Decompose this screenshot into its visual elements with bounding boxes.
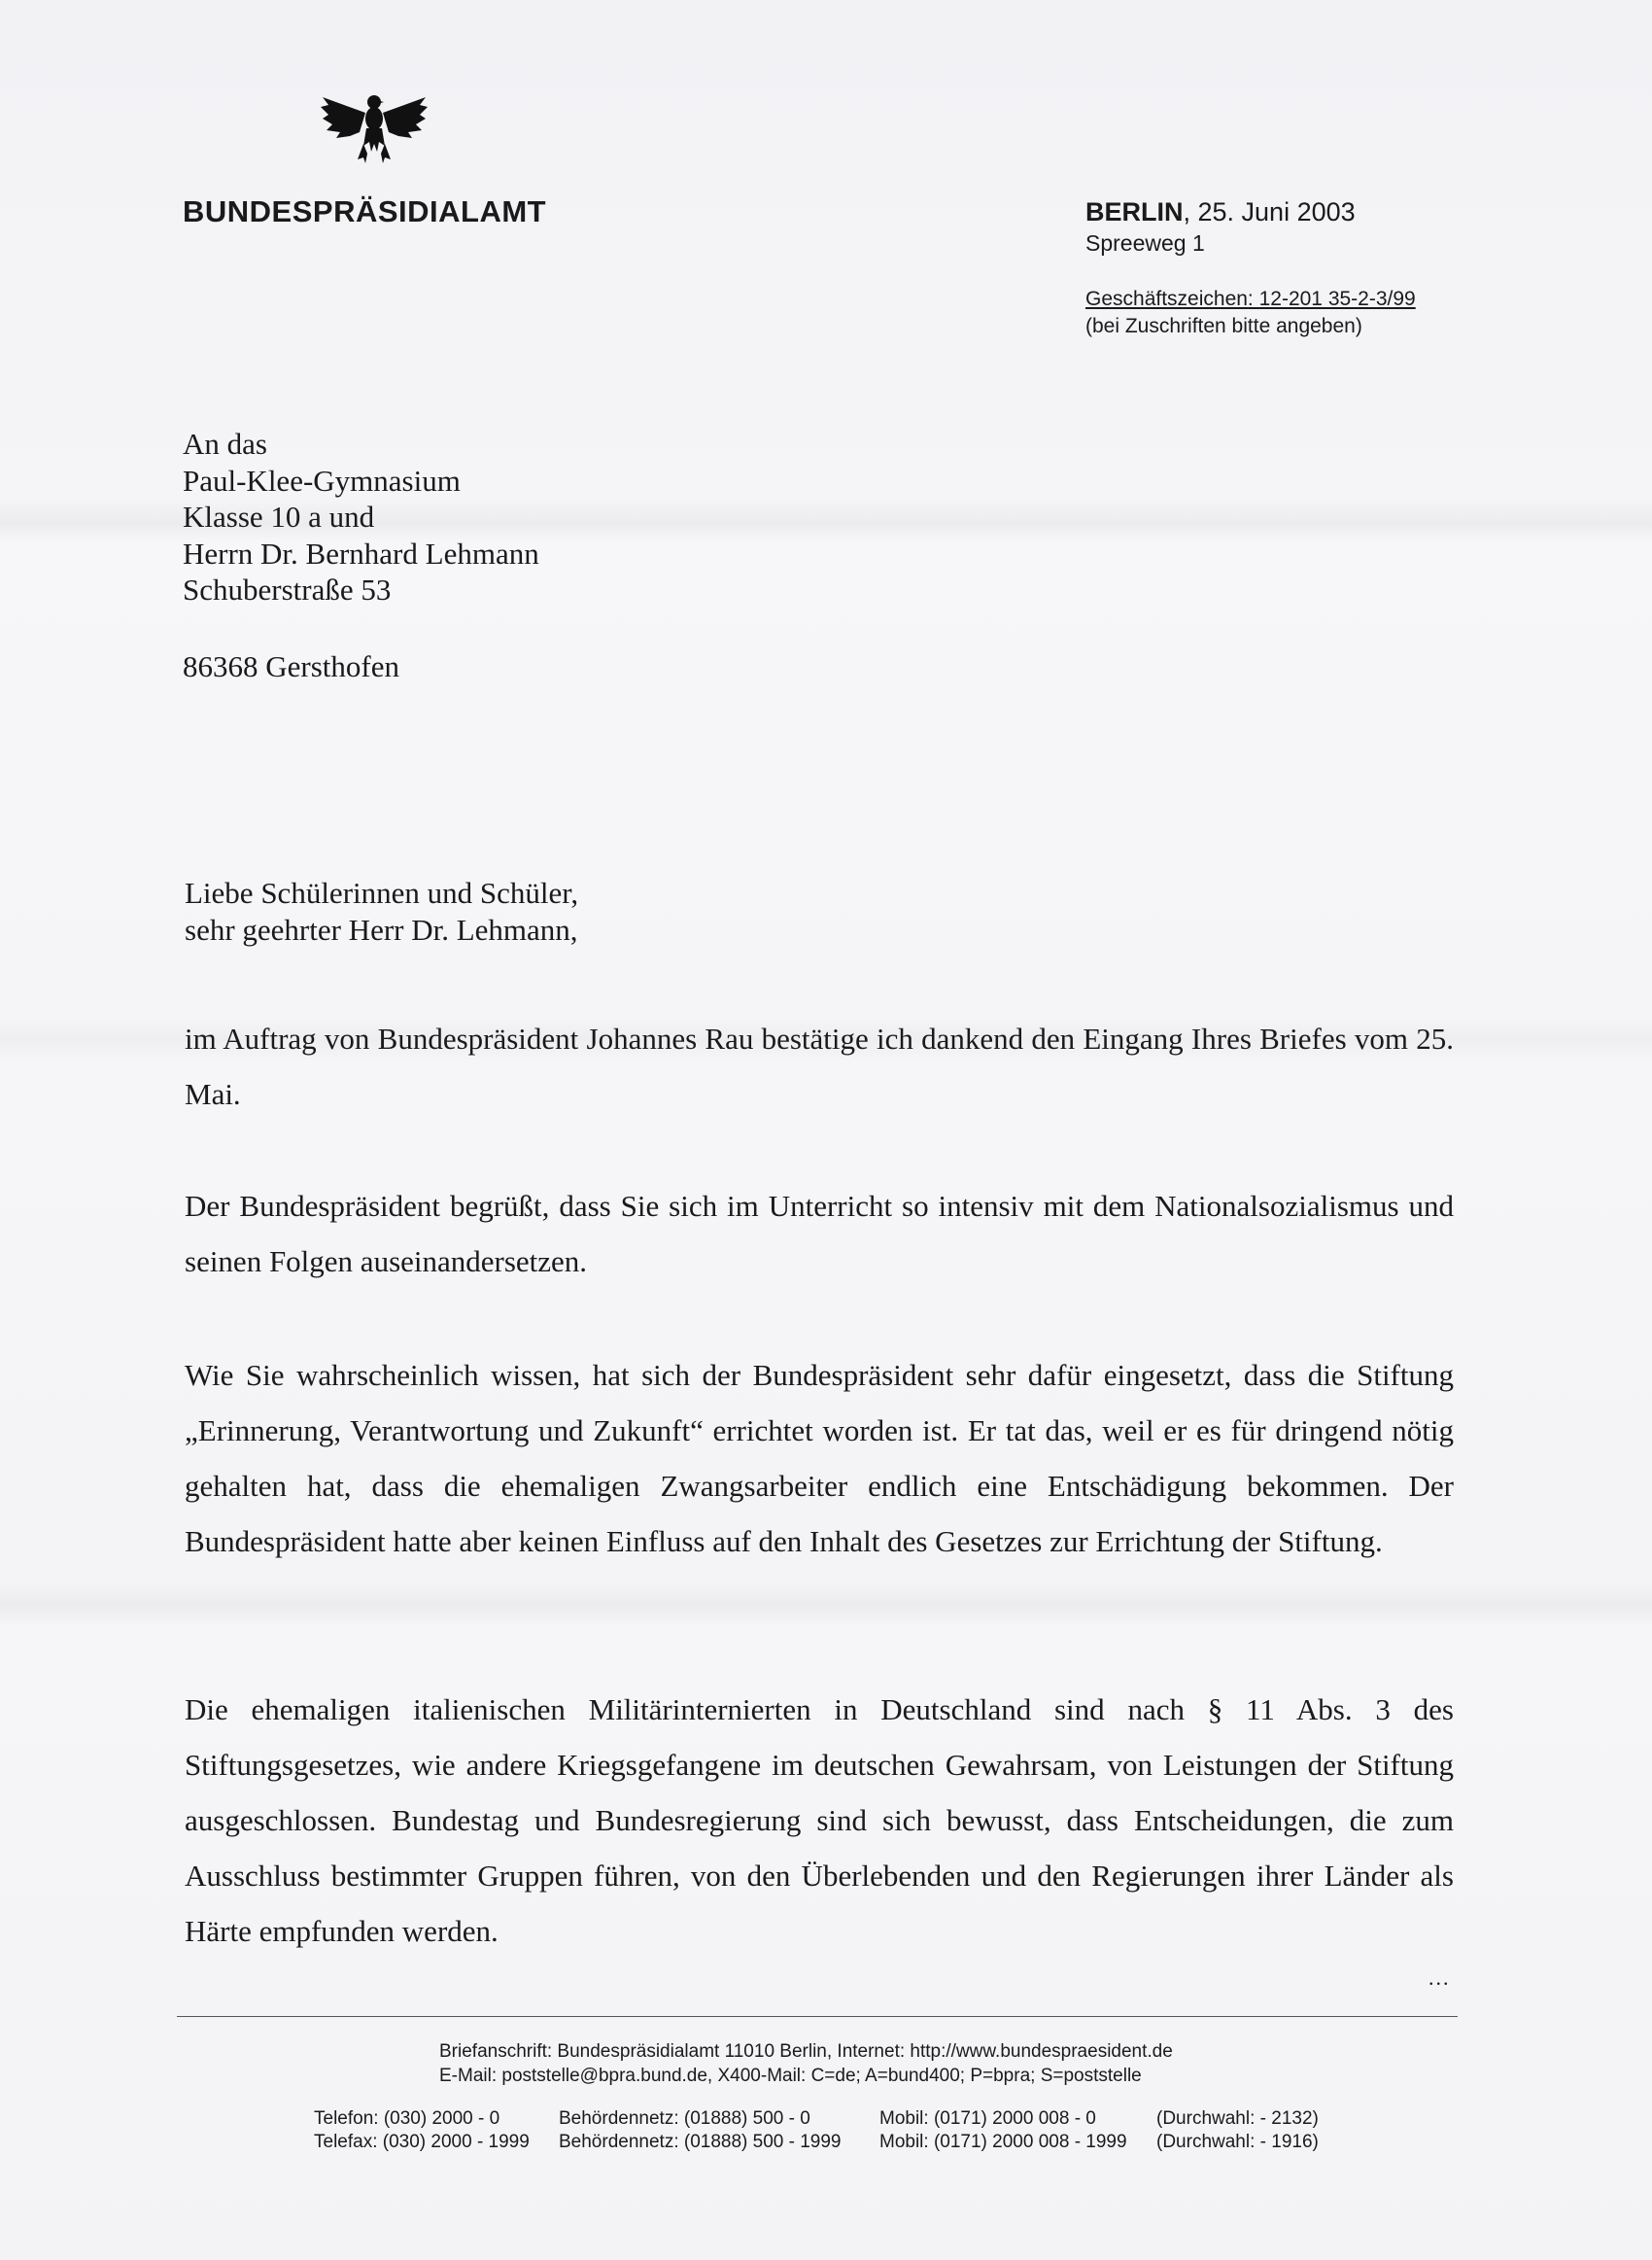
city: BERLIN bbox=[1085, 197, 1184, 226]
salutation-line: Liebe Schülerinnen und Schüler, bbox=[185, 876, 579, 910]
address-line: Herrn Dr. Bernhard Lehmann bbox=[183, 536, 539, 571]
salutation-line: sehr geehrter Herr Dr. Lehmann, bbox=[185, 913, 578, 947]
paragraph-2: Der Bundespräsident begrüßt, dass Sie sich im Unterricht so intensiv mit dem Nationalsozialismus und seinen Folgen auseinandersetzen. bbox=[185, 1189, 1454, 1278]
recipient-address bbox=[183, 426, 539, 608]
organization-name: BUNDESPRÄSIDIALAMT bbox=[183, 194, 547, 228]
federal-eagle-icon bbox=[321, 89, 428, 169]
durchwahl: (Durchwahl: - 1916) bbox=[1156, 2132, 1319, 2152]
behoerdennetz: Behördennetz: (01888) 500 - 0 bbox=[559, 2108, 810, 2129]
continuation-marker: ... bbox=[1428, 1965, 1451, 1990]
address-line: An das bbox=[183, 427, 267, 461]
letter-date: , 25. Juni 2003 bbox=[1183, 197, 1356, 226]
footer-phone-row bbox=[314, 2107, 1319, 2131]
footer-phone-table bbox=[314, 2107, 1319, 2154]
paragraph-1: im Auftrag von Bundespräsident Johannes Rau bestätige ich dankend den Eingang Ihres Briefes vom 25. Mai. bbox=[185, 1022, 1454, 1111]
date-block bbox=[1085, 196, 1356, 259]
address-line: Paul-Klee-Gymnasium bbox=[183, 463, 461, 498]
reference-note: (bei Zuschriften bitte angeben) bbox=[1085, 315, 1362, 337]
footer-divider bbox=[177, 2016, 1458, 2017]
salutation bbox=[185, 875, 578, 949]
mobil: Mobil: (0171) 2000 008 - 1999 bbox=[879, 2132, 1127, 2152]
durchwahl: (Durchwahl: - 2132) bbox=[1156, 2108, 1319, 2129]
footer-email-line: E-Mail: poststelle@bpra.bund.de, X400-Mail: C=de; A=bund400; P=bpra; S=poststelle bbox=[439, 2066, 1142, 2086]
paragraph-4: Die ehemaligen italienischen Militärinternierten in Deutschland sind nach § 11 Abs. 3 des Stiftungsgesetzes, wie andere Kriegsgefangene im deutschen Gewahrsam, von Leistungen der Stiftung ausgeschlossen. Bundestag und Bundesregierung sind sich bewusst, dass Entscheidungen, die zum Ausschluss bestimmter Gruppen führen, von den Überlebenden und den Regierungen ihrer Länder als Härte empfunden werden. bbox=[185, 1692, 1454, 1948]
telefon: Telefon: (030) 2000 - 0 bbox=[314, 2108, 500, 2129]
address-line: Schuberstraße 53 bbox=[183, 573, 392, 607]
paragraph-3: Wie Sie wahrscheinlich wissen, hat sich der Bundespräsident sehr dafür eingesetzt, dass die Stiftung „Erinnerung, Verantwortung und Zukunft“ errichtet worden ist. Er tat das, weil er es für dringend nötig gehalten hat, dass die ehemaligen Zwangsarbeiter endlich eine Entschädigung bekommen. Der Bundespräsident hatte aber keinen Einfluss auf den Inhalt des Gesetzes zur Errichtung der Stiftung. bbox=[185, 1358, 1454, 1558]
footer-address-line: Briefanschrift: Bundespräsidialamt 11010 Berlin, Internet: http://www.bundespraesident.de bbox=[439, 2041, 1173, 2062]
footer-fax-row bbox=[314, 2131, 1319, 2154]
behoerdennetz: Behördennetz: (01888) 500 - 1999 bbox=[559, 2132, 842, 2152]
address-line: Klasse 10 a und bbox=[183, 500, 375, 534]
sender-street: Spreeweg 1 bbox=[1085, 230, 1205, 256]
reference-block bbox=[1085, 286, 1416, 340]
recipient-zip-city: 86368 Gersthofen bbox=[183, 649, 399, 683]
reference-number: Geschäftszeichen: 12-201 35-2-3/99 bbox=[1085, 288, 1416, 310]
telefax: Telefax: (030) 2000 - 1999 bbox=[314, 2132, 530, 2152]
footer-contact bbox=[439, 2039, 1173, 2088]
mobil: Mobil: (0171) 2000 008 - 0 bbox=[879, 2108, 1096, 2129]
